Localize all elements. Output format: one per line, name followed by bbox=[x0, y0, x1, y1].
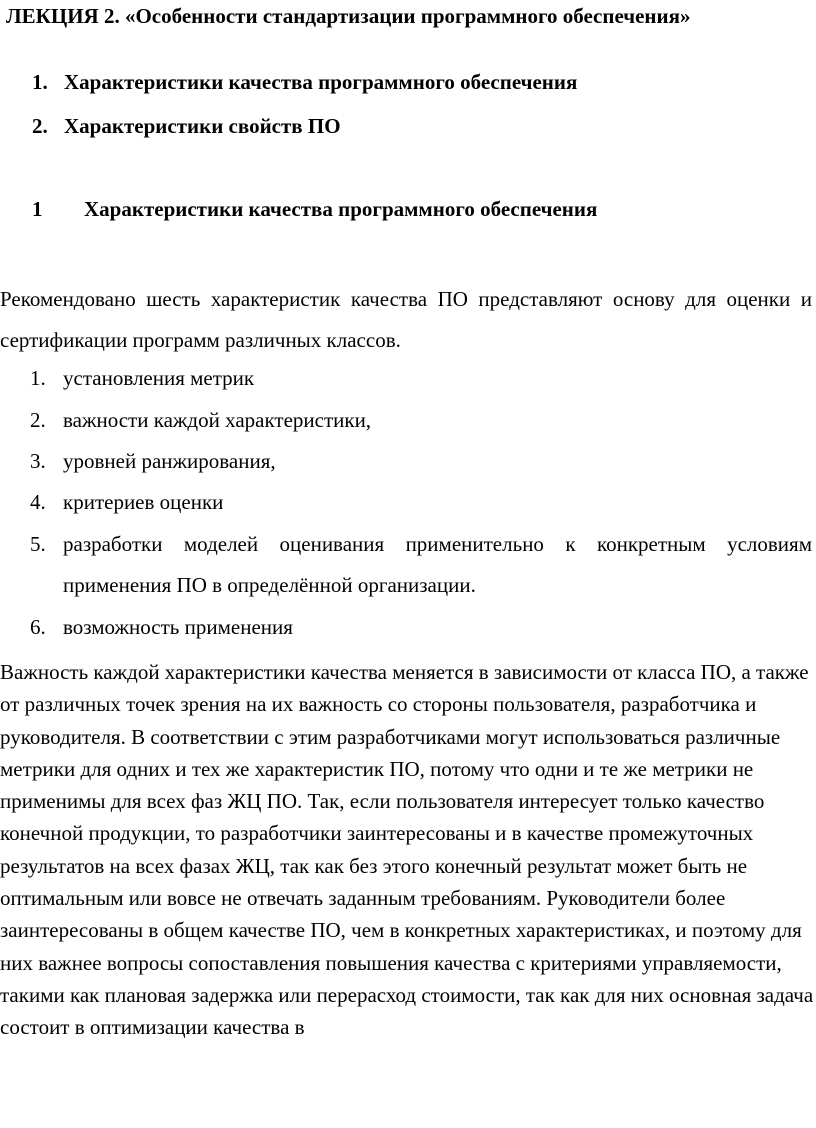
list-item bbox=[30, 400, 812, 441]
lecture-title: ЛЕКЦИЯ 2. «Особенности стандартизации программного обеспечения» bbox=[6, 4, 691, 28]
list-item-text: важности каждой характеристики, bbox=[63, 408, 372, 432]
section-number: 1 bbox=[32, 197, 43, 221]
list-item-number: 5. bbox=[30, 532, 46, 556]
list-item-text: критериев оценки bbox=[63, 490, 224, 514]
list-item-number: 6. bbox=[30, 615, 46, 639]
list-item-text: уровней ранжирования, bbox=[63, 449, 276, 473]
list-item-number: 1. bbox=[30, 366, 46, 390]
body-paragraph: Важность каждой характеристики качества меняется в зависимости от класса ПО, а также от различных точек зрения на их важность со стороны пользователя, разработчика и руководителя. В соответствии с этим разработчиками могут использоваться различные метрики для одних и тех же характеристик ПО, потому что одни и те же метрики не применимы для всех фаз ЖЦ ПО. Так, если пользователя интересует только качество конечной продукции, то разработчики заинтересованы и в качестве промежуточных результатов на всех фазах ЖЦ, так как без этого конечный результат может быть не оптимальным или вовсе не отвечать заданным требованиям. Руководители более заинтересованы в общем качестве ПО, чем в конкретных характеристиках, и поэтому для них важнее вопросы сопоставления повышения качества с критериями управляемости, такими как плановая задержка или перерасход стоимости, так как для них основная задача состоит в оптимизации качества в bbox=[0, 660, 814, 1040]
toc-item bbox=[32, 114, 341, 139]
list-item-number: 2. bbox=[30, 408, 46, 432]
list-item bbox=[30, 607, 812, 648]
toc-item-number: 2. bbox=[32, 114, 48, 138]
section-heading bbox=[32, 197, 597, 222]
section-title: Характеристики качества программного обеспечения bbox=[84, 197, 598, 221]
list-item-number: 4. bbox=[30, 490, 46, 514]
list-item-number: 3. bbox=[30, 449, 46, 473]
toc-item bbox=[32, 70, 577, 95]
list-item bbox=[30, 358, 812, 399]
list-item-text: возможность применения bbox=[63, 615, 293, 639]
list-item bbox=[30, 482, 812, 523]
list-item bbox=[30, 441, 812, 482]
list-item-text: разработки моделей оценивания применительно к конкретным условиям применения ПО в определённой организации. bbox=[63, 532, 812, 597]
toc-item-label: Характеристики свойств ПО bbox=[64, 114, 341, 138]
toc-item-number: 1. bbox=[32, 70, 48, 94]
list-item bbox=[30, 524, 812, 606]
list-item-text: установления метрик bbox=[63, 366, 255, 390]
intro-paragraph: Рекомендовано шесть характеристик качества ПО представляют основу для оценки и сертификации программ различных классов. bbox=[0, 287, 812, 352]
toc-item-label: Характеристики качества программного обеспечения bbox=[64, 70, 578, 94]
